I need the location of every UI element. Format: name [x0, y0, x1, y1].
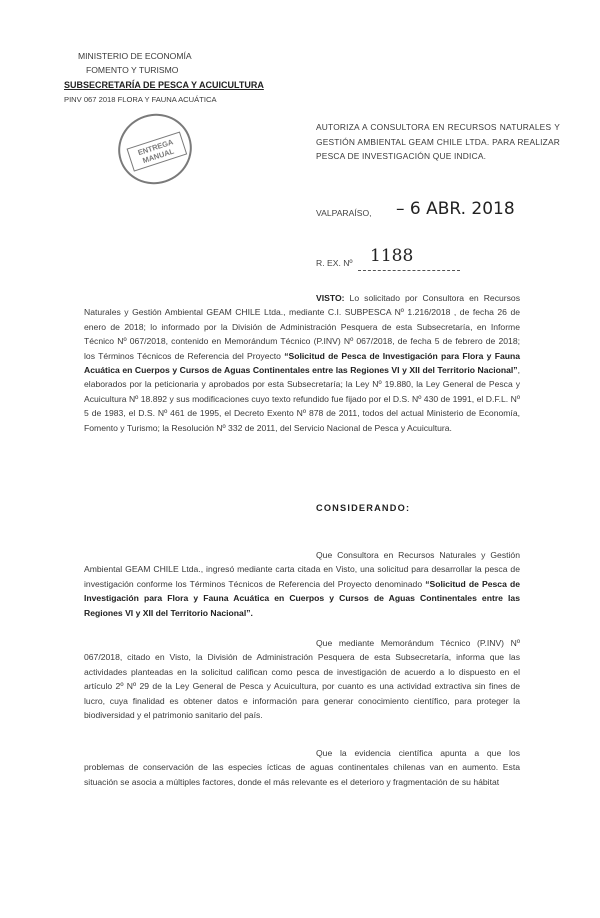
- considerando-1-project-title: “Solicitud de Pesca de Investigación para Flora y Fauna Acuática en Cuerpos y Cursos de Aguas Continentales entre las Regiones VI y XII del Territorio Nacional”.: [84, 578, 520, 618]
- visto-project-title: “Solicitud de Pesca de Investigación para Flora y Fauna Acuática en Cuerpos y Cursos de Aguas Continentales entre las Regiones VI y XII del Territorio Nacional”: [84, 350, 521, 376]
- date-stamp: – 6 ABR. 2018: [396, 199, 515, 219]
- rex-label: R. EX. Nº: [316, 258, 353, 268]
- ministry-name: MINISTERIO DE ECONOMÍA: [78, 51, 192, 61]
- resolution-topic: AUTORIZA A CONSULTORA EN RECURSOS NATURALES Y GESTIÓN AMBIENTAL GEAM CHILE LTDA. PARA REALIZAR PESCA DE INVESTIGACIÓN QUE INDICA.: [316, 122, 560, 161]
- visto-label: VISTO:: [316, 293, 345, 303]
- visto-paragraph: [84, 291, 520, 435]
- visto-text-1: Lo solicitado por Consultora en Recursos Naturales y Gestión Ambiental GEAM CHILE Ltda., mediante C.I. SUBPESCA Nº 1.216/2018 , de fecha 26 de enero de 2018; lo informado por la División de Administración Pesquera de esta Subsecretaría, en Informe Técnico Nº 067/2018, contenido en Memorándum Técnico (P.INV) Nº 067/2018, de fecha 5 de febrero de 2018; los Términos Técnicos de Referencia del Proyecto: [84, 293, 520, 361]
- place-label: VALPARAÍSO,: [316, 208, 372, 218]
- considerando-1-text: Que Consultora en Recursos Naturales y Gestión Ambiental GEAM CHILE Ltda., ingresó mediante carta citada en Visto, una solicitud para desarrollar la pesca de investigación conforme los Términos Técnicos de Referencia del Proyecto denominado: [84, 550, 520, 589]
- considerando-paragraph-2: Que mediante Memorándum Técnico (P.INV) Nº 067/2018, citado en Visto, la División de Administración Pesquera de esta Subsecretaría, informa que las actividades planteadas en la solicitud califican como pesca de investigación de acuerdo a lo dispuesto en el artículo 2º Nº 29 de la Ley General de Pesca y Acuicultura, por cuanto es una actividad extractiva sin fines de lucro, cuya finalidad es obtener datos e información para generar conocimiento científico, para proteger la biodiversidad y el patrimonio sanitario del país.: [84, 638, 520, 721]
- considerando-heading: CONSIDERANDO:: [316, 503, 411, 513]
- considerando-paragraph-3: Que la evidencia científica apunta a que los problemas de conservación de las especies ícticas de aguas continentales chilenas van en aumento. Esta situación se asocia a múltiples factores, donde el más relevante es el deterioro y fragmentación de su hábitat: [84, 748, 520, 787]
- rex-number: 1188: [370, 246, 414, 266]
- stamp-text: ENTREGA MANUAL: [127, 131, 188, 171]
- visto-text-2: , elaborados por la peticionaria y aprobados por esta Subsecretaría; la Ley Nº 19.880, la Ley General de Pesca y Acuicultura Nº 18.892 y sus modificaciones cuyo texto refundido fue fijado por el D.S. Nº 430 de 1991, el D.F.L. Nº 5 de 1983, el D.S. Nº 461 de 1995, el Decreto Exento Nº 878 de 2011, todos del actual Ministerio de Economía, Fomento y Turismo; la Resolución Nº 332 de 2011, del Servicio Nacional de Pesca y Acuicultura.: [84, 365, 520, 433]
- office-stamp: [109, 104, 201, 193]
- rex-underline: [358, 270, 460, 271]
- subsecretaria-name: SUBSECRETARÍA DE PESCA Y ACUICULTURA: [64, 80, 264, 90]
- file-reference: PINV 067 2018 FLORA Y FAUNA ACUÁTICA: [64, 95, 217, 104]
- ministry-subtitle: FOMENTO Y TURISMO: [86, 65, 179, 75]
- considerando-paragraph-1: [84, 548, 520, 620]
